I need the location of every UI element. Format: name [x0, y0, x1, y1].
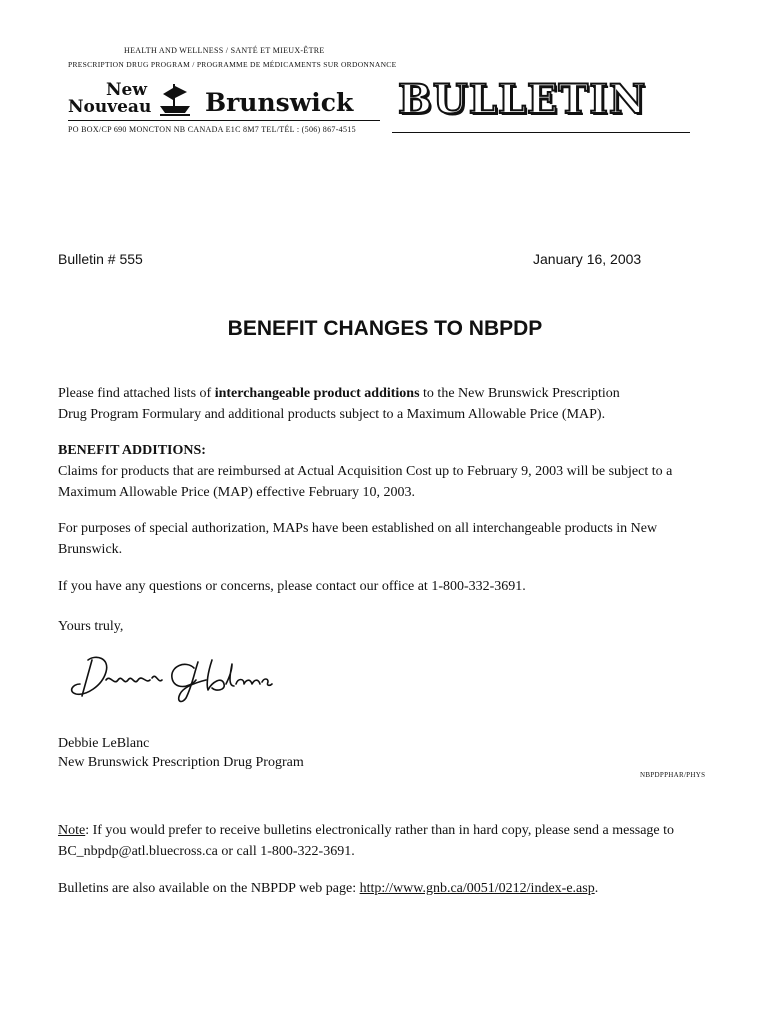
logo-brunswick-text: Brunswick: [205, 88, 354, 117]
bulletin-title: BULLETIN: [398, 76, 647, 123]
bulletin-date: January 16, 2003: [533, 251, 642, 267]
section-line-1: Claims for products that are reimbursed at Actual Acquisition Cost up to February 9, 2003 will be subject to a: [58, 464, 673, 479]
web-suffix: .: [594, 881, 599, 896]
special-line-2: Brunswick.: [58, 542, 123, 557]
web-paragraph: [58, 878, 598, 899]
logo-nouveau-text: Nouveau: [68, 97, 152, 117]
page-title: BENEFIT CHANGES TO NBPDP: [227, 317, 543, 340]
intro-paragraph: [58, 383, 738, 425]
intro-line-1: [58, 383, 738, 404]
intro-line-2: Drug Program Formulary and additional products subject to a Maximum Allowable Price (MAP).: [58, 407, 606, 422]
letterhead-program: PRESCRIPTION DRUG PROGRAM / PROGRAMME DE MÉDICAMENTS SUR ORDONNANCE: [68, 60, 397, 69]
letterhead-department: HEALTH AND WELLNESS / SANTÉ ET MIEUX-ÊTRE: [124, 46, 325, 55]
benefit-additions-section: [58, 440, 748, 503]
letterhead-rule-right: [392, 132, 690, 133]
section-heading: BENEFIT ADDITIONS:: [58, 443, 206, 458]
nbpdp-web-link[interactable]: http://www.gnb.ca/0051/0212/index-e.asp: [359, 881, 595, 896]
ship-icon: [158, 82, 192, 118]
web-prefix: Bulletins are also available on the NBPDP web page:: [58, 881, 360, 896]
special-authorization-paragraph: [58, 518, 748, 560]
note-line-2: BC_nbpdp@atl.bluecross.ca or call 1-800-322-3691.: [58, 844, 355, 859]
intro-bold-phrase: interchangeable product additions: [214, 386, 420, 401]
signature-image: [66, 650, 276, 706]
letterhead-address: PO BOX/CP 690 MONCTON NB CANADA E1C 8M7 TEL/TÉL : (506) 867-4515: [68, 125, 356, 134]
note-paragraph: [58, 820, 758, 862]
note-text: : If you would prefer to receive bulletins electronically rather than in hard copy, please send a message to: [85, 823, 675, 838]
intro-suffix: to the New Brunswick Prescription: [419, 386, 620, 401]
signer-name: Debbie LeBlanc: [58, 736, 150, 751]
contact-paragraph: If you have any questions or concerns, please contact our office at 1-800-332-3691.: [58, 579, 526, 594]
section-line-2: Maximum Allowable Price (MAP) effective February 10, 2003.: [58, 485, 416, 500]
logo-new-text: New: [106, 80, 147, 100]
signer-organization: New Brunswick Prescription Drug Program: [58, 755, 304, 770]
special-line-1: For purposes of special authorization, MAPs have been established on all interchangeable products in New: [58, 521, 658, 536]
note-label: Note: [58, 823, 86, 838]
bulletin-number: Bulletin # 555: [58, 251, 143, 267]
note-line-1: [58, 820, 758, 841]
intro-prefix: Please find attached lists of: [58, 386, 215, 401]
closing-salutation: Yours truly,: [58, 619, 124, 634]
reference-code: NBPDPPHAR/PHYS: [640, 771, 706, 779]
letterhead-rule-left: [68, 120, 380, 121]
